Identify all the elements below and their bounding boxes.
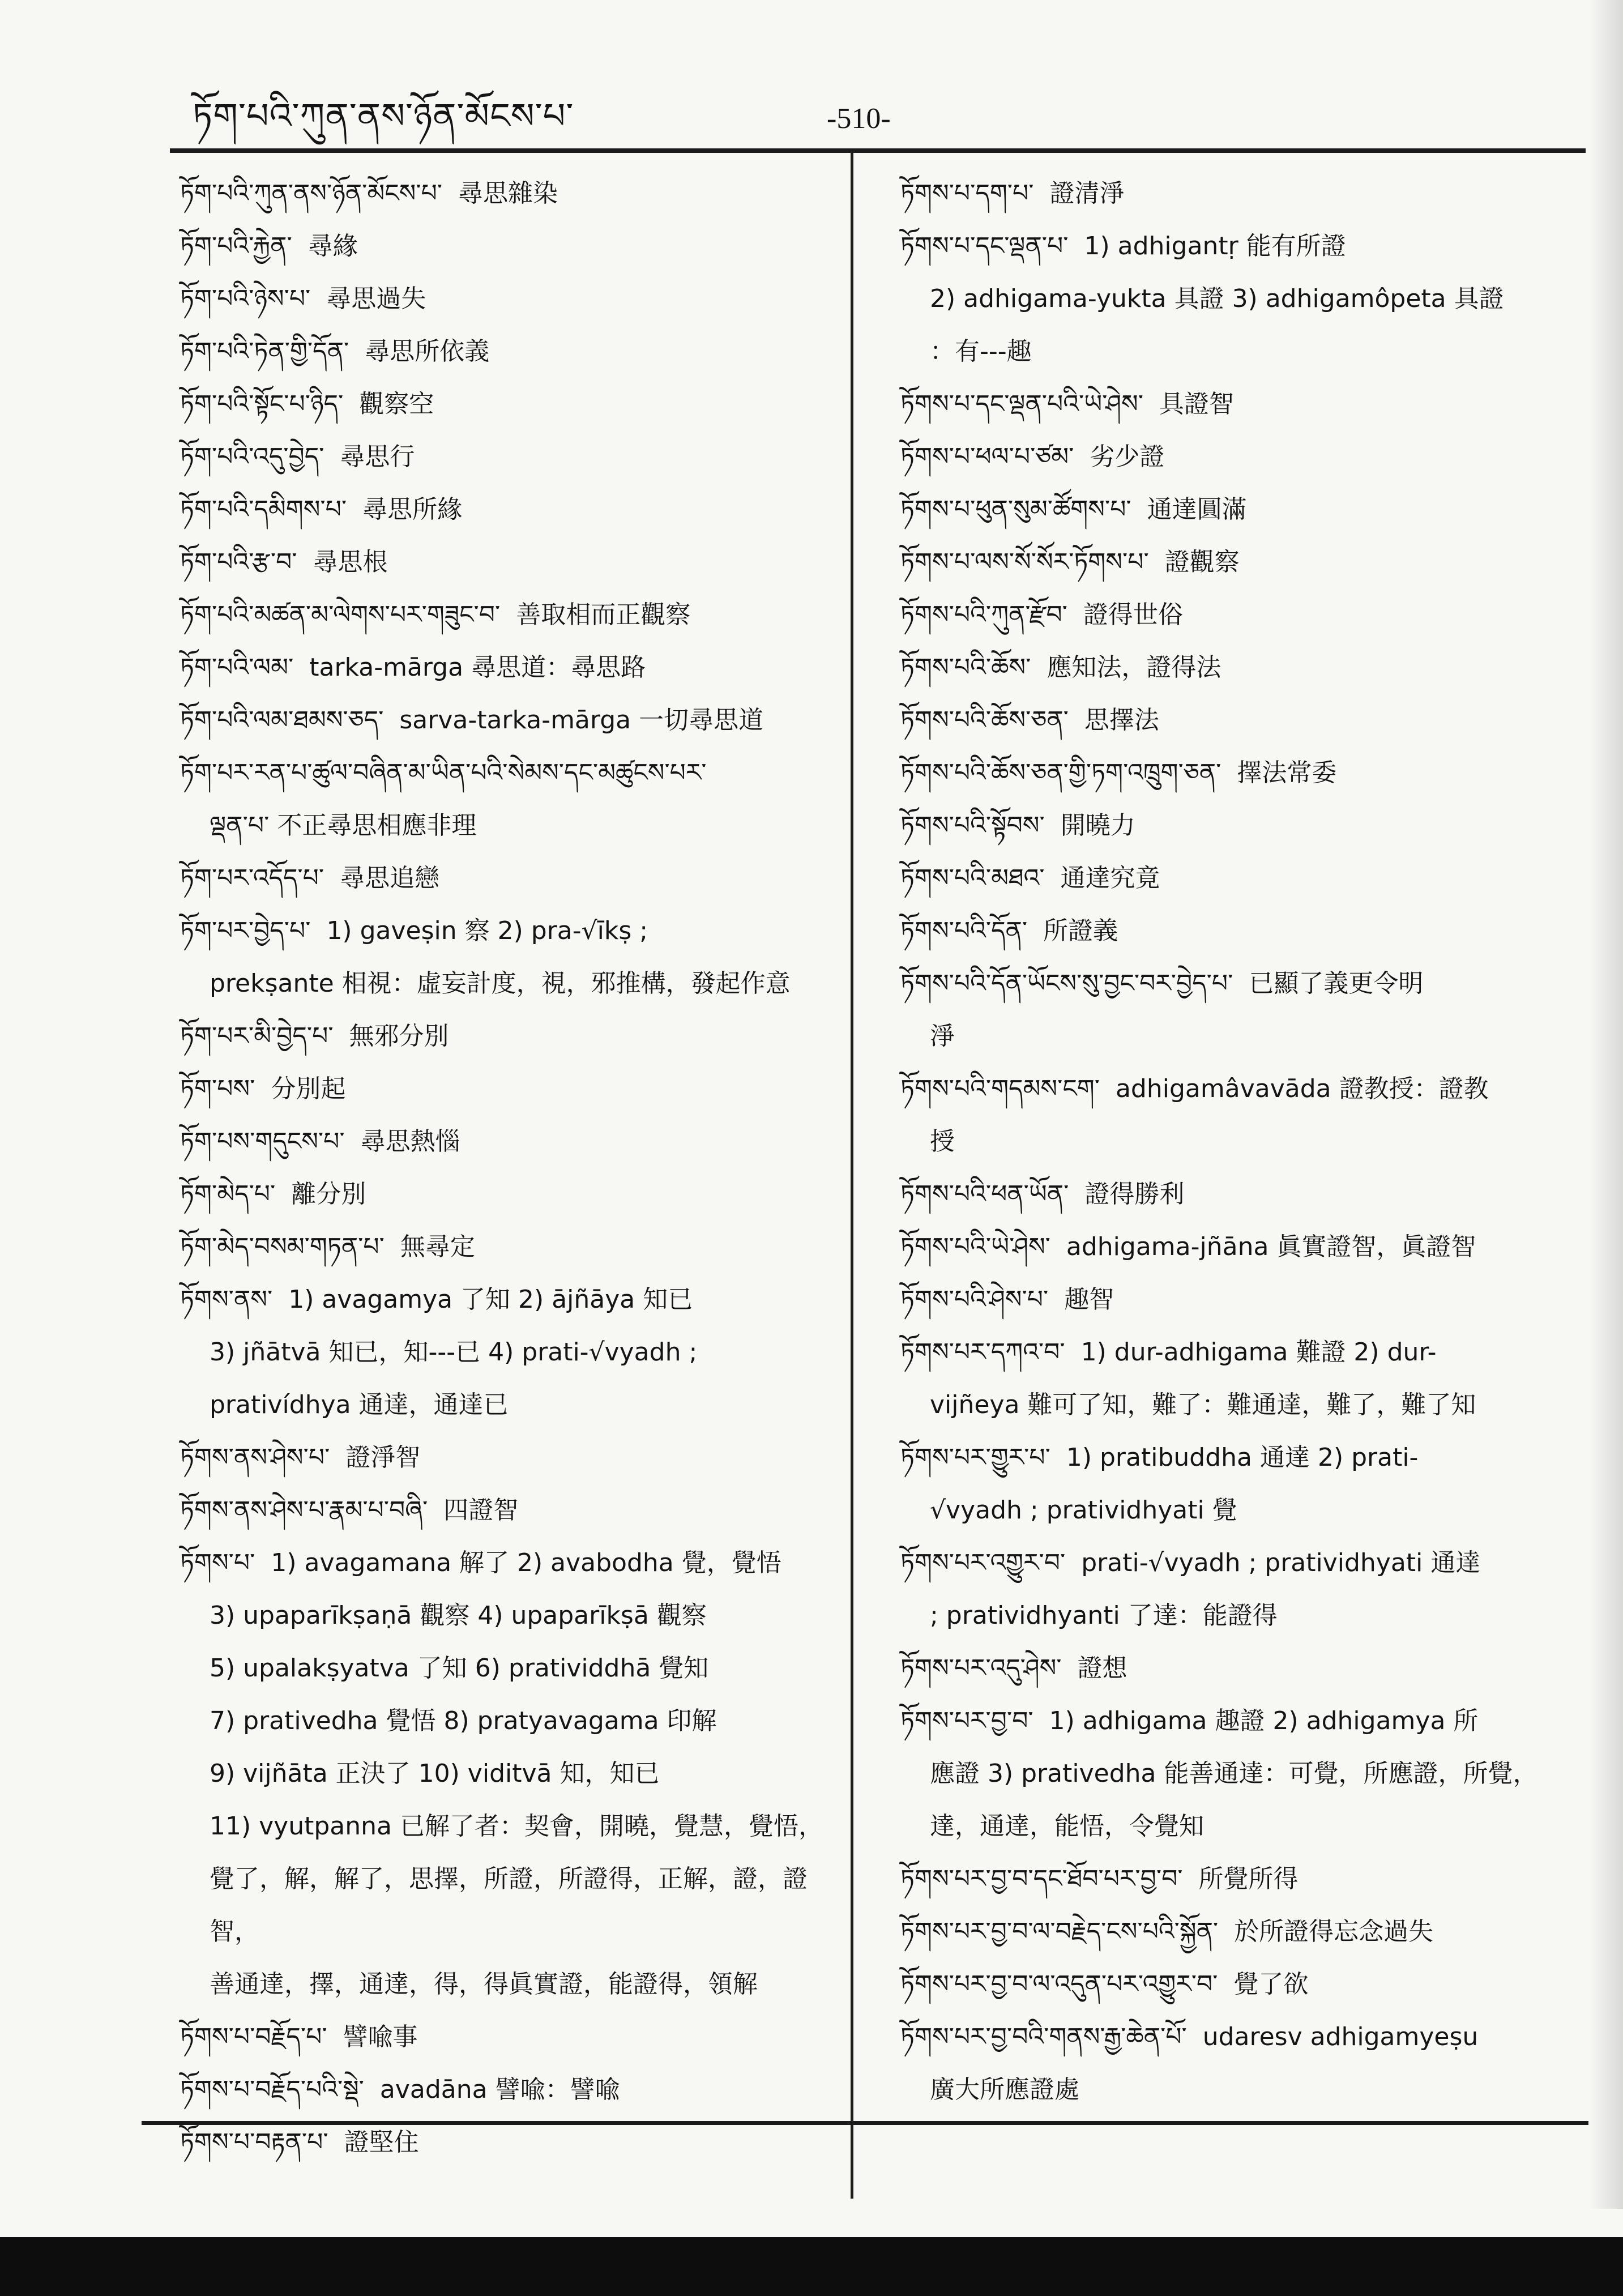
entry-gloss: 已顯了義更令明 [1249, 969, 1424, 998]
entry-headword: ཏོགས་པའི་ཆོས་ཅན་ [900, 706, 1069, 735]
entry-gloss: 所證義 [1043, 916, 1118, 945]
entry-continuation: ：有---趣 [930, 337, 1032, 366]
entry-line [180, 220, 845, 272]
entry-gloss: 證得勝利 [1084, 1180, 1185, 1209]
entry-headword: ཏོགས་ནས་ [180, 1285, 273, 1314]
entry-line [900, 1431, 1580, 1484]
entry-headword: ཏོགས་པར་བྱ་བ་ལ་བརྗེད་ངས་པའི་སྐྱོན་ [900, 1917, 1219, 1946]
dictionary-entry [180, 220, 845, 272]
entry-headword: ཏོག་པའི་ལམ་ [180, 653, 294, 682]
entry-gloss: 1) avagamana 解了 2) avabodha 覺，覺悟 [271, 1548, 781, 1577]
entry-line [900, 1062, 1580, 1115]
dictionary-entry [180, 904, 845, 1010]
page-number: -510- [827, 103, 891, 135]
dictionary-entry [900, 1168, 1580, 1220]
entry-headword: ཏོགས་པར་བྱ་བ་ [900, 1706, 1033, 1735]
entry-line [180, 2063, 845, 2116]
entry-headword: ཏོག་པའི་ལམ་ཐམས་ཅད་ [180, 706, 384, 735]
entry-continuation: 5) upalakṣyatva 了知 6) pratividdhā 覺知 [210, 1654, 709, 1683]
entry-continuation: vijñeya 難可了知，難了：難通達，難了，難了知 [930, 1390, 1476, 1419]
entry-gloss: 尋思熱惱 [360, 1127, 460, 1156]
entry-line [900, 1168, 1580, 1220]
entry-line [180, 1537, 845, 1589]
entry-gloss: 證觀察 [1164, 548, 1240, 577]
entry-headword: ཏོག་པའི་རྐྱེན་ [180, 232, 292, 261]
dictionary-entry [900, 1431, 1580, 1537]
entry-gloss: 善取相而正觀察 [516, 600, 691, 629]
dictionary-entry [180, 1273, 845, 1431]
entry-headword: ཏོགས་པའི་སྟོབས་ [900, 811, 1045, 840]
entry-line [900, 220, 1580, 272]
entry-gloss: 覺了欲 [1233, 1970, 1309, 1999]
entry-gloss: 無邪分別 [349, 1022, 449, 1051]
entry-headword: ཏོགས་པ་ཕུན་སུམ་ཚོགས་པ་ [900, 495, 1131, 524]
entry-gloss: 擇法常委 [1237, 758, 1337, 787]
entry-gloss: sarva-tarka-mārga 一切尋思道 [399, 706, 764, 735]
entry-gloss: 1) avagamya 了知 2) ājñāya 知已 [288, 1285, 693, 1314]
entry-line [180, 588, 845, 641]
entry-headword: ཏོག་པའི་སྟོང་པ་ཉིད་ [180, 390, 344, 419]
dictionary-entry [900, 1062, 1580, 1168]
entry-gloss: 具證智 [1159, 390, 1234, 419]
entry-continuation: prekṣante 相視：虛妄計度，視，邪推構，發起作意 [210, 969, 791, 998]
entry-headword: ཏོགས་པ་བརྗོད་པ་ [180, 2022, 327, 2051]
entry-gloss: 1) gaveṣin 察 2) pra-√īkṣ ; [326, 916, 648, 945]
entry-gloss: 於所證得忘念過失 [1234, 1917, 1434, 1946]
scan-bottom-band [0, 2237, 1623, 2296]
entry-headword: ཏོག་པར་བྱེད་པ་ [180, 916, 311, 945]
dictionary-entry [900, 1326, 1580, 1431]
entry-headword: ཏོགས་པར་དཀའ་བ་ [900, 1338, 1065, 1367]
entry-headword: ཏོགས་པའི་དོན་ཡོངས་སུ་བྱང་བར་བྱེད་པ་ [900, 969, 1233, 998]
left-column [180, 167, 845, 2169]
entry-continuation: 應證 3) prativedha 能善通達：可覺，所應證，所覺， [930, 1759, 1538, 1788]
entry-headword: ཏོག་པའི་ཉེས་པ་ [180, 284, 311, 313]
entry-headword: ཏོགས་པར་འདུ་ཤེས་ [900, 1654, 1062, 1683]
entry-continuation: 善通達，擇，通達，得，得眞實證，能證得，領解 [210, 1970, 758, 1999]
right-column [900, 167, 1580, 2116]
entry-line [900, 167, 1580, 220]
entry-gloss: 觀察空 [359, 390, 434, 419]
entry-line [900, 2011, 1580, 2063]
entry-gloss: 開曉力 [1060, 811, 1135, 840]
entry-headword: ཏོགས་པར་བྱ་བ་ལ་འདུན་པར་འགྱུར་བ་ [900, 1970, 1218, 1999]
dictionary-entry [900, 1537, 1580, 1642]
dictionary-entry [180, 746, 845, 852]
entry-continuation: ལྡན་པ་ 不正尋思相應非理 [210, 811, 477, 840]
header-rule [170, 148, 1586, 153]
dictionary-entry [900, 1958, 1580, 2011]
entry-gloss: 劣少證 [1090, 442, 1165, 471]
entry-gloss: tarka-mārga 尋思道：尋思路 [309, 653, 646, 682]
entry-gloss: 尋思雜染 [458, 179, 558, 208]
dictionary-entry [900, 1905, 1580, 1958]
entry-line [180, 430, 845, 483]
entry-line [900, 1220, 1580, 1273]
entry-gloss: 無尋定 [400, 1232, 475, 1261]
entry-line [180, 694, 845, 746]
entry-headword: ཏོགས་པར་འགྱུར་བ་ [900, 1548, 1066, 1577]
entry-line [900, 483, 1580, 536]
entry-gloss: udaresv adhigamyeṣu [1202, 2022, 1479, 2051]
entry-line [900, 1695, 1580, 1747]
dictionary-entry [900, 1853, 1580, 1905]
dictionary-entry [180, 1010, 845, 1062]
entry-gloss: 尋思所緣 [362, 495, 463, 524]
entry-line [180, 536, 845, 588]
entry-headword: ཏོག་མེད་བསམ་གཏན་པ་ [180, 1232, 385, 1261]
entry-line [180, 167, 845, 220]
dictionary-entry [900, 588, 1580, 641]
entry-headword: ཏོགས་པའི་མཐའ་ [900, 864, 1045, 893]
entry-line [180, 1010, 845, 1062]
entry-gloss: 尋思過失 [326, 284, 426, 313]
entry-continuation: √vyadh ; pratividhyati 覺 [930, 1496, 1237, 1525]
entry-headword: ཏོག་པའི་དམིགས་པ་ [180, 495, 347, 524]
dictionary-entry [900, 694, 1580, 746]
entry-gloss: avadāna 譬喩：譬喩 [379, 2075, 620, 2104]
dictionary-entry [900, 852, 1580, 904]
dictionary-entry [900, 220, 1580, 378]
entry-gloss: 尋緣 [307, 232, 358, 261]
entry-line [180, 852, 845, 904]
entry-headword: ཏོགས་པ་ཕལ་པ་ཙམ་ [900, 442, 1074, 471]
entry-line [180, 1431, 845, 1484]
entry-line [900, 1642, 1580, 1695]
entry-headword: ཏོགས་པའི་དོན་ [900, 916, 1028, 945]
dictionary-entry [180, 378, 845, 430]
entry-line [900, 904, 1580, 957]
entry-line [900, 852, 1580, 904]
entry-line [180, 2011, 845, 2063]
entry-headword: ཏོག་པའི་ཀུན་ནས་ཉོན་མོངས་པ་ [180, 179, 443, 208]
entry-line [180, 483, 845, 536]
entry-continuation: 淨 [930, 1022, 955, 1051]
entry-line [180, 641, 845, 694]
entry-continuation: 9) vijñāta 正決了 10) viditvā 知，知已 [210, 1759, 660, 1788]
entry-headword: ཏོགས་པར་བྱ་བ་དང་ཐོབ་པར་བྱ་བ་ [900, 1864, 1183, 1893]
entry-line [900, 430, 1580, 483]
entry-line [180, 1115, 845, 1168]
entry-gloss: adhigamâvavāda 證教授：證教 [1115, 1074, 1489, 1103]
entry-line [900, 1537, 1580, 1589]
entry-line [180, 378, 845, 430]
entry-line [900, 378, 1580, 430]
dictionary-entry [180, 325, 845, 378]
dictionary-entry [900, 799, 1580, 852]
entry-gloss: 1) dur-adhigama 難證 2) dur- [1080, 1338, 1437, 1367]
entry-continuation: 廣大所應證處 [930, 2075, 1079, 2104]
entry-gloss: 證想 [1077, 1654, 1127, 1683]
dictionary-entry [180, 641, 845, 694]
dictionary-entry [900, 483, 1580, 536]
entry-headword: ཏོགས་པའི་ཆོས་ཅན་གྱི་ཏག་འཁྲུག་ཅན་ [900, 758, 1221, 787]
dictionary-entry [900, 1695, 1580, 1853]
scan-edge-shadow [1589, 0, 1623, 2209]
entry-line [900, 1958, 1580, 2011]
entry-line [180, 1484, 845, 1537]
entry-headword: ཏོག་པའི་ཏེན་གྱི་དོན་ [180, 337, 349, 366]
dictionary-entry [180, 1537, 845, 2011]
entry-line [900, 1273, 1580, 1326]
dictionary-entry [900, 2011, 1580, 2116]
entry-gloss: 證堅住 [344, 2128, 419, 2157]
dictionary-entry [180, 483, 845, 536]
dictionary-entry [180, 588, 845, 641]
entry-gloss: 證淨智 [345, 1443, 421, 1472]
dictionary-entry [900, 641, 1580, 694]
entry-continuation: ; pratividhyanti 了達：能證得 [930, 1601, 1278, 1630]
entry-line [900, 1326, 1580, 1379]
dictionary-entry [180, 1431, 845, 1484]
entry-headword: ཏོགས་པའི་གདམས་ངག་ [900, 1074, 1100, 1103]
entry-headword: ཏོགས་པ་དང་ལྡན་པ་ [900, 232, 1069, 261]
entry-continuation: 覺了，解，解了，思擇，所證，所證得，正解，證，證智， [210, 1864, 808, 1946]
entry-continuation: 3) upaparīkṣaṇā 觀察 4) upaparīkṣā 觀察 [210, 1601, 707, 1630]
entry-line [900, 957, 1580, 1010]
entry-line [900, 1905, 1580, 1958]
entry-headword: ཏོགས་པར་གྱུར་པ་ [900, 1443, 1050, 1472]
entry-continuation: 11) vyutpanna 已解了者：契會，開曉，覺慧，覺悟， [210, 1812, 823, 1841]
entry-line [900, 588, 1580, 641]
dictionary-entry [900, 536, 1580, 588]
entry-headword: ཏོགས་པའི་ཕན་ཡོན་ [900, 1180, 1069, 1209]
entry-gloss: 所覺所得 [1198, 1864, 1299, 1893]
entry-headword: ཏོགས་ནས་ཤེས་པ་ [180, 1443, 330, 1472]
entry-line [180, 904, 845, 957]
dictionary-entry [900, 957, 1580, 1062]
entry-gloss: 通達圓滿 [1147, 495, 1247, 524]
entry-headword: ཏོགས་པ་དག་པ་ [900, 179, 1034, 208]
dictionary-entry [180, 2011, 845, 2063]
entry-gloss: 尋思根 [313, 548, 388, 577]
entry-line [180, 272, 845, 325]
entry-continuation: 7) prativedha 覺悟 8) pratyavagama 印解 [210, 1706, 717, 1735]
dictionary-entry [900, 1642, 1580, 1695]
dictionary-entry [180, 536, 845, 588]
dictionary-entry [180, 1168, 845, 1220]
entry-continuation: 授 [930, 1127, 955, 1156]
entry-headword: ཏོགས་པའི་ཡེ་ཤེས་ [900, 1232, 1050, 1261]
entry-gloss: 離分別 [291, 1180, 366, 1209]
entry-gloss: 思擇法 [1084, 706, 1159, 735]
dictionary-entry [180, 1062, 845, 1115]
entry-headword: ཏོགས་པའི་ཀུན་རྫོབ་ [900, 600, 1067, 629]
entry-gloss: 1) adhigama 趣證 2) adhigamya 所 [1049, 1706, 1479, 1735]
entry-continuation: 2) adhigama-yukta 具證 3) adhigamôpeta 具證 [930, 284, 1504, 313]
dictionary-entry [180, 852, 845, 904]
entry-line [180, 325, 845, 378]
entry-gloss: 尋思追戀 [340, 864, 440, 893]
entry-line [180, 1062, 845, 1115]
dictionary-entry [900, 1273, 1580, 1326]
entry-headword: ཏོགས་པ་བརྟན་པ་ [180, 2128, 328, 2157]
entry-headword: ཏོག་པའི་རྩ་བ་ [180, 548, 297, 577]
entry-headword: ཏོགས་པ་ལས་སོ་སོར་ཏོགས་པ་ [900, 548, 1149, 577]
entry-headword: ཏོག་མེད་པ་ [180, 1180, 276, 1209]
entry-gloss: 趣智 [1064, 1285, 1114, 1314]
entry-line [900, 536, 1580, 588]
dictionary-entry [180, 272, 845, 325]
entry-line [900, 694, 1580, 746]
entry-headword: ཏོག་པའི་འདུ་བྱེད་ [180, 442, 324, 471]
entry-line [900, 641, 1580, 694]
column-divider [851, 148, 853, 2199]
dictionary-entry [180, 1484, 845, 1537]
entry-line [900, 746, 1580, 799]
running-head-title: ཏོག་པའི་ཀུན་ནས་ཉོན་མོངས་པ་ [193, 95, 574, 136]
entry-gloss: 尋思所依義 [365, 337, 490, 366]
entry-headword: ཏོག་པར་འདོད་པ་ [180, 864, 324, 893]
entry-line [180, 1273, 845, 1326]
dictionary-entry [180, 430, 845, 483]
entry-line [180, 746, 845, 799]
dictionary-entry [900, 904, 1580, 957]
entry-line [900, 1853, 1580, 1905]
entry-gloss: 四證智 [443, 1496, 519, 1525]
entry-headword: ཏོགས་པ་ [180, 1548, 255, 1577]
entry-gloss: 譬喩事 [343, 2022, 418, 2051]
dictionary-entry [180, 1115, 845, 1168]
entry-line [180, 1220, 845, 1273]
entry-gloss: adhigama-jñāna 眞實證智，眞證智 [1066, 1232, 1476, 1261]
entry-headword: ཏོགས་པར་བྱ་བའི་གནས་རྒྱ་ཆེན་པོ་ [900, 2022, 1187, 2051]
entry-headword: ཏོག་པས་ [180, 1074, 255, 1103]
entry-line [900, 799, 1580, 852]
entry-headword: ཏོག་པར་མི་བྱེད་པ་ [180, 1022, 334, 1051]
entry-headword: ཏོགས་པའི་ཆོས་ [900, 653, 1031, 682]
dictionary-entry [900, 430, 1580, 483]
dictionary-entry [180, 694, 845, 746]
entry-headword: ཏོག་པའི་མཚན་མ་ལེགས་པར་གཟུང་བ་ [180, 600, 501, 629]
entry-headword: ཏོགས་པ་བརྗོད་པའི་སྡེ་ [180, 2075, 364, 2104]
entry-continuation: 3) jñātvā 知已，知---已 4) prati-√vyadh ; [210, 1338, 698, 1367]
entry-gloss: 1) adhigantṛ 能有所證 [1084, 232, 1346, 261]
dictionary-entry [900, 378, 1580, 430]
entry-gloss: 證清淨 [1049, 179, 1125, 208]
entry-continuation: 達，通達，能悟，令覺知 [930, 1812, 1204, 1841]
entry-line [180, 1168, 845, 1220]
footer-rule [142, 2121, 1588, 2125]
entry-continuation: prativídhya 通達，通達已 [210, 1390, 509, 1419]
entry-headword: ཏོགས་ནས་ཤེས་པ་རྣམ་པ་བཞི་ [180, 1496, 428, 1525]
dictionary-entry [900, 167, 1580, 220]
entry-gloss: 尋思行 [340, 442, 415, 471]
entry-headword: ཏོག་པར་རན་པ་ཚུལ་བཞིན་མ་ཡིན་པའི་སེམས་དང་མཚུངས་པར་ [180, 758, 707, 787]
dictionary-entry [180, 2063, 845, 2116]
entry-gloss: prati-√vyadh ; pratividhyati 通達 [1081, 1548, 1481, 1577]
entry-gloss: 1) pratibuddha 通達 2) prati- [1066, 1443, 1419, 1472]
dictionary-entry [180, 167, 845, 220]
dictionary-entry [180, 1220, 845, 1273]
entry-gloss: 應知法，證得法 [1047, 653, 1221, 682]
entry-headword: ཏོག་པས་གདུངས་པ་ [180, 1127, 345, 1156]
entry-gloss: 通達究竟 [1060, 864, 1160, 893]
entry-gloss: 分別起 [271, 1074, 346, 1103]
dictionary-entry [900, 746, 1580, 799]
entry-headword: ཏོགས་པའི་ཤེས་པ་ [900, 1285, 1049, 1314]
entry-gloss: 證得世俗 [1083, 600, 1183, 629]
dictionary-entry [900, 1220, 1580, 1273]
entry-headword: ཏོགས་པ་དང་ལྡན་པའི་ཡེ་ཤེས་ [900, 390, 1143, 419]
